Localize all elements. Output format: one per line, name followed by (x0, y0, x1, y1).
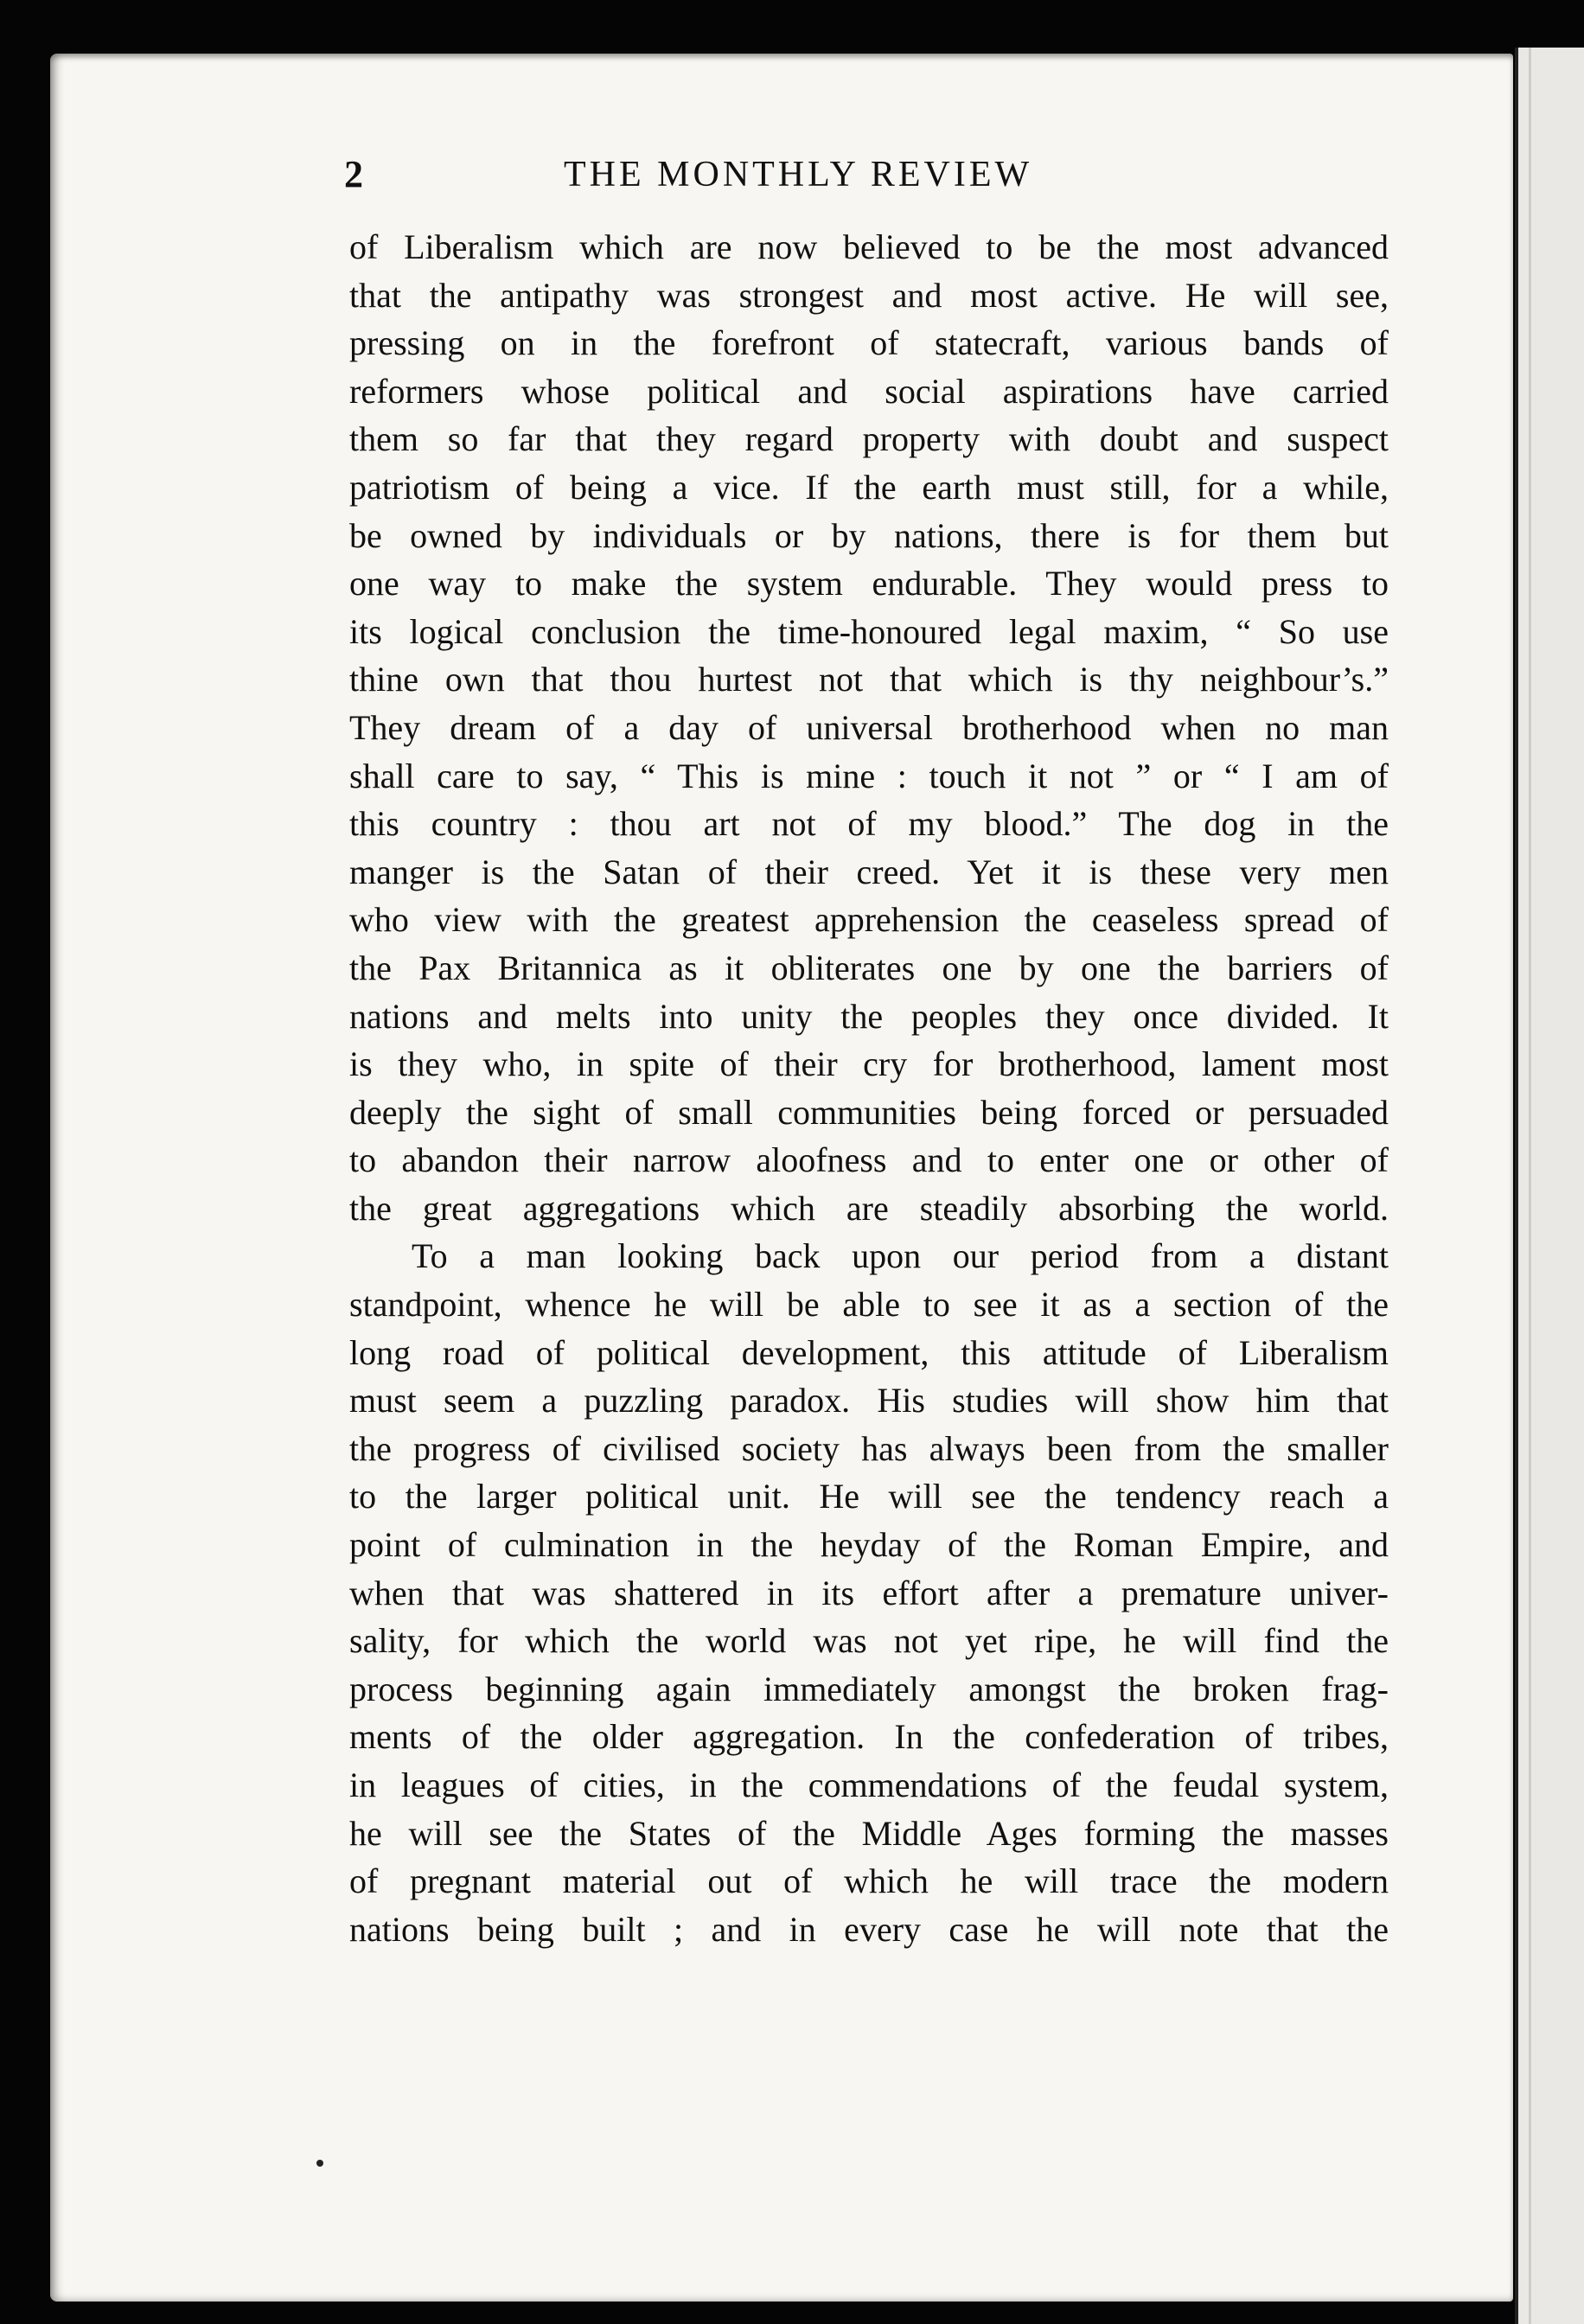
text-line: point of culmination in the heyday of the Roman Empire, and (349, 1525, 1389, 1565)
text-line: its logical conclusion the time-honoured legal maxim, “ So use (349, 611, 1389, 651)
text-line: reformers whose political and social aspirations have carried (349, 371, 1389, 411)
text-line: deeply the sight of small communities being forced or persuaded (349, 1092, 1389, 1132)
text-line: thine own that thou hurtest not that which is thy neighbour’s.” (349, 660, 1389, 699)
paragraph (349, 223, 1389, 1232)
text-line: the Pax Britannica as it obliterates one by one the barriers of (349, 948, 1389, 987)
text-line: be owned by individuals or by nations, there is for them but (349, 515, 1389, 555)
text-line: nations being built ; and in every case he will note that the (349, 1909, 1389, 1949)
text-line: nations and melts into unity the peoples they once divided. It (349, 996, 1389, 1036)
facing-page-edge (1515, 48, 1584, 2324)
text-line: them so far that they regard property with doubt and suspect (349, 419, 1389, 459)
text-line: pressing on in the forefront of statecraft, various bands of (349, 323, 1389, 363)
text-line: must seem a puzzling paradox. His studies will show him that (349, 1381, 1389, 1421)
text-line: standpoint, whence he will be able to see it as a section of the (349, 1285, 1389, 1325)
text-line: that the antipathy was strongest and most active. He will see, (349, 275, 1389, 315)
body-text (349, 223, 1389, 1953)
text-line: to abandon their narrow aloofness and to enter one or other of (349, 1140, 1389, 1180)
text-line: of pregnant material out of which he will trace the modern (349, 1861, 1389, 1901)
text-line: To a man looking back upon our period from a distant (412, 1236, 1389, 1276)
page-number: 2 (344, 153, 363, 195)
text-line: he will see the States of the Middle Ages forming the masses (349, 1813, 1389, 1853)
ink-speck (316, 2160, 323, 2167)
text-line: patriotism of being a vice. If the earth must still, for a while, (349, 467, 1389, 507)
text-line: ments of the older aggregation. In the confederation of tribes, (349, 1717, 1389, 1757)
text-line: They dream of a day of universal brotherhood when no man (349, 707, 1389, 747)
text-line: sality, for which the world was not yet ripe, he will find the (349, 1621, 1389, 1661)
text-line: the progress of civilised society has always been from the smaller (349, 1428, 1389, 1468)
text-line: is they who, in spite of their cry for brotherhood, lament most (349, 1044, 1389, 1084)
paragraph (349, 1232, 1389, 1953)
text-line: the great aggregations which are steadily absorbing the world. (349, 1188, 1389, 1228)
text-line: manger is the Satan of their creed. Yet it is these very men (349, 852, 1389, 891)
running-head: THE MONTHLY REVIEW (564, 155, 1033, 195)
text-line: who view with the greatest apprehension the ceaseless spread of (349, 900, 1389, 940)
text-line: one way to make the system endurable. They would press to (349, 564, 1389, 603)
text-line: of Liberalism which are now believed to be the most advanced (349, 227, 1389, 266)
text-line: to the larger political unit. He will see the tendency reach a (349, 1477, 1389, 1516)
text-line: when that was shattered in its effort after a premature univer- (349, 1573, 1389, 1612)
text-line: shall care to say, “ This is mine : touch it not ” or “ I am of (349, 756, 1389, 795)
text-line: this country : thou art not of my blood.” The dog in the (349, 804, 1389, 844)
page-header (344, 152, 1140, 204)
text-line: process beginning again immediately amongst the broken frag- (349, 1669, 1389, 1708)
text-line: in leagues of cities, in the commendations of the feudal system, (349, 1765, 1389, 1804)
text-line: long road of political development, this attitude of Liberalism (349, 1332, 1389, 1372)
